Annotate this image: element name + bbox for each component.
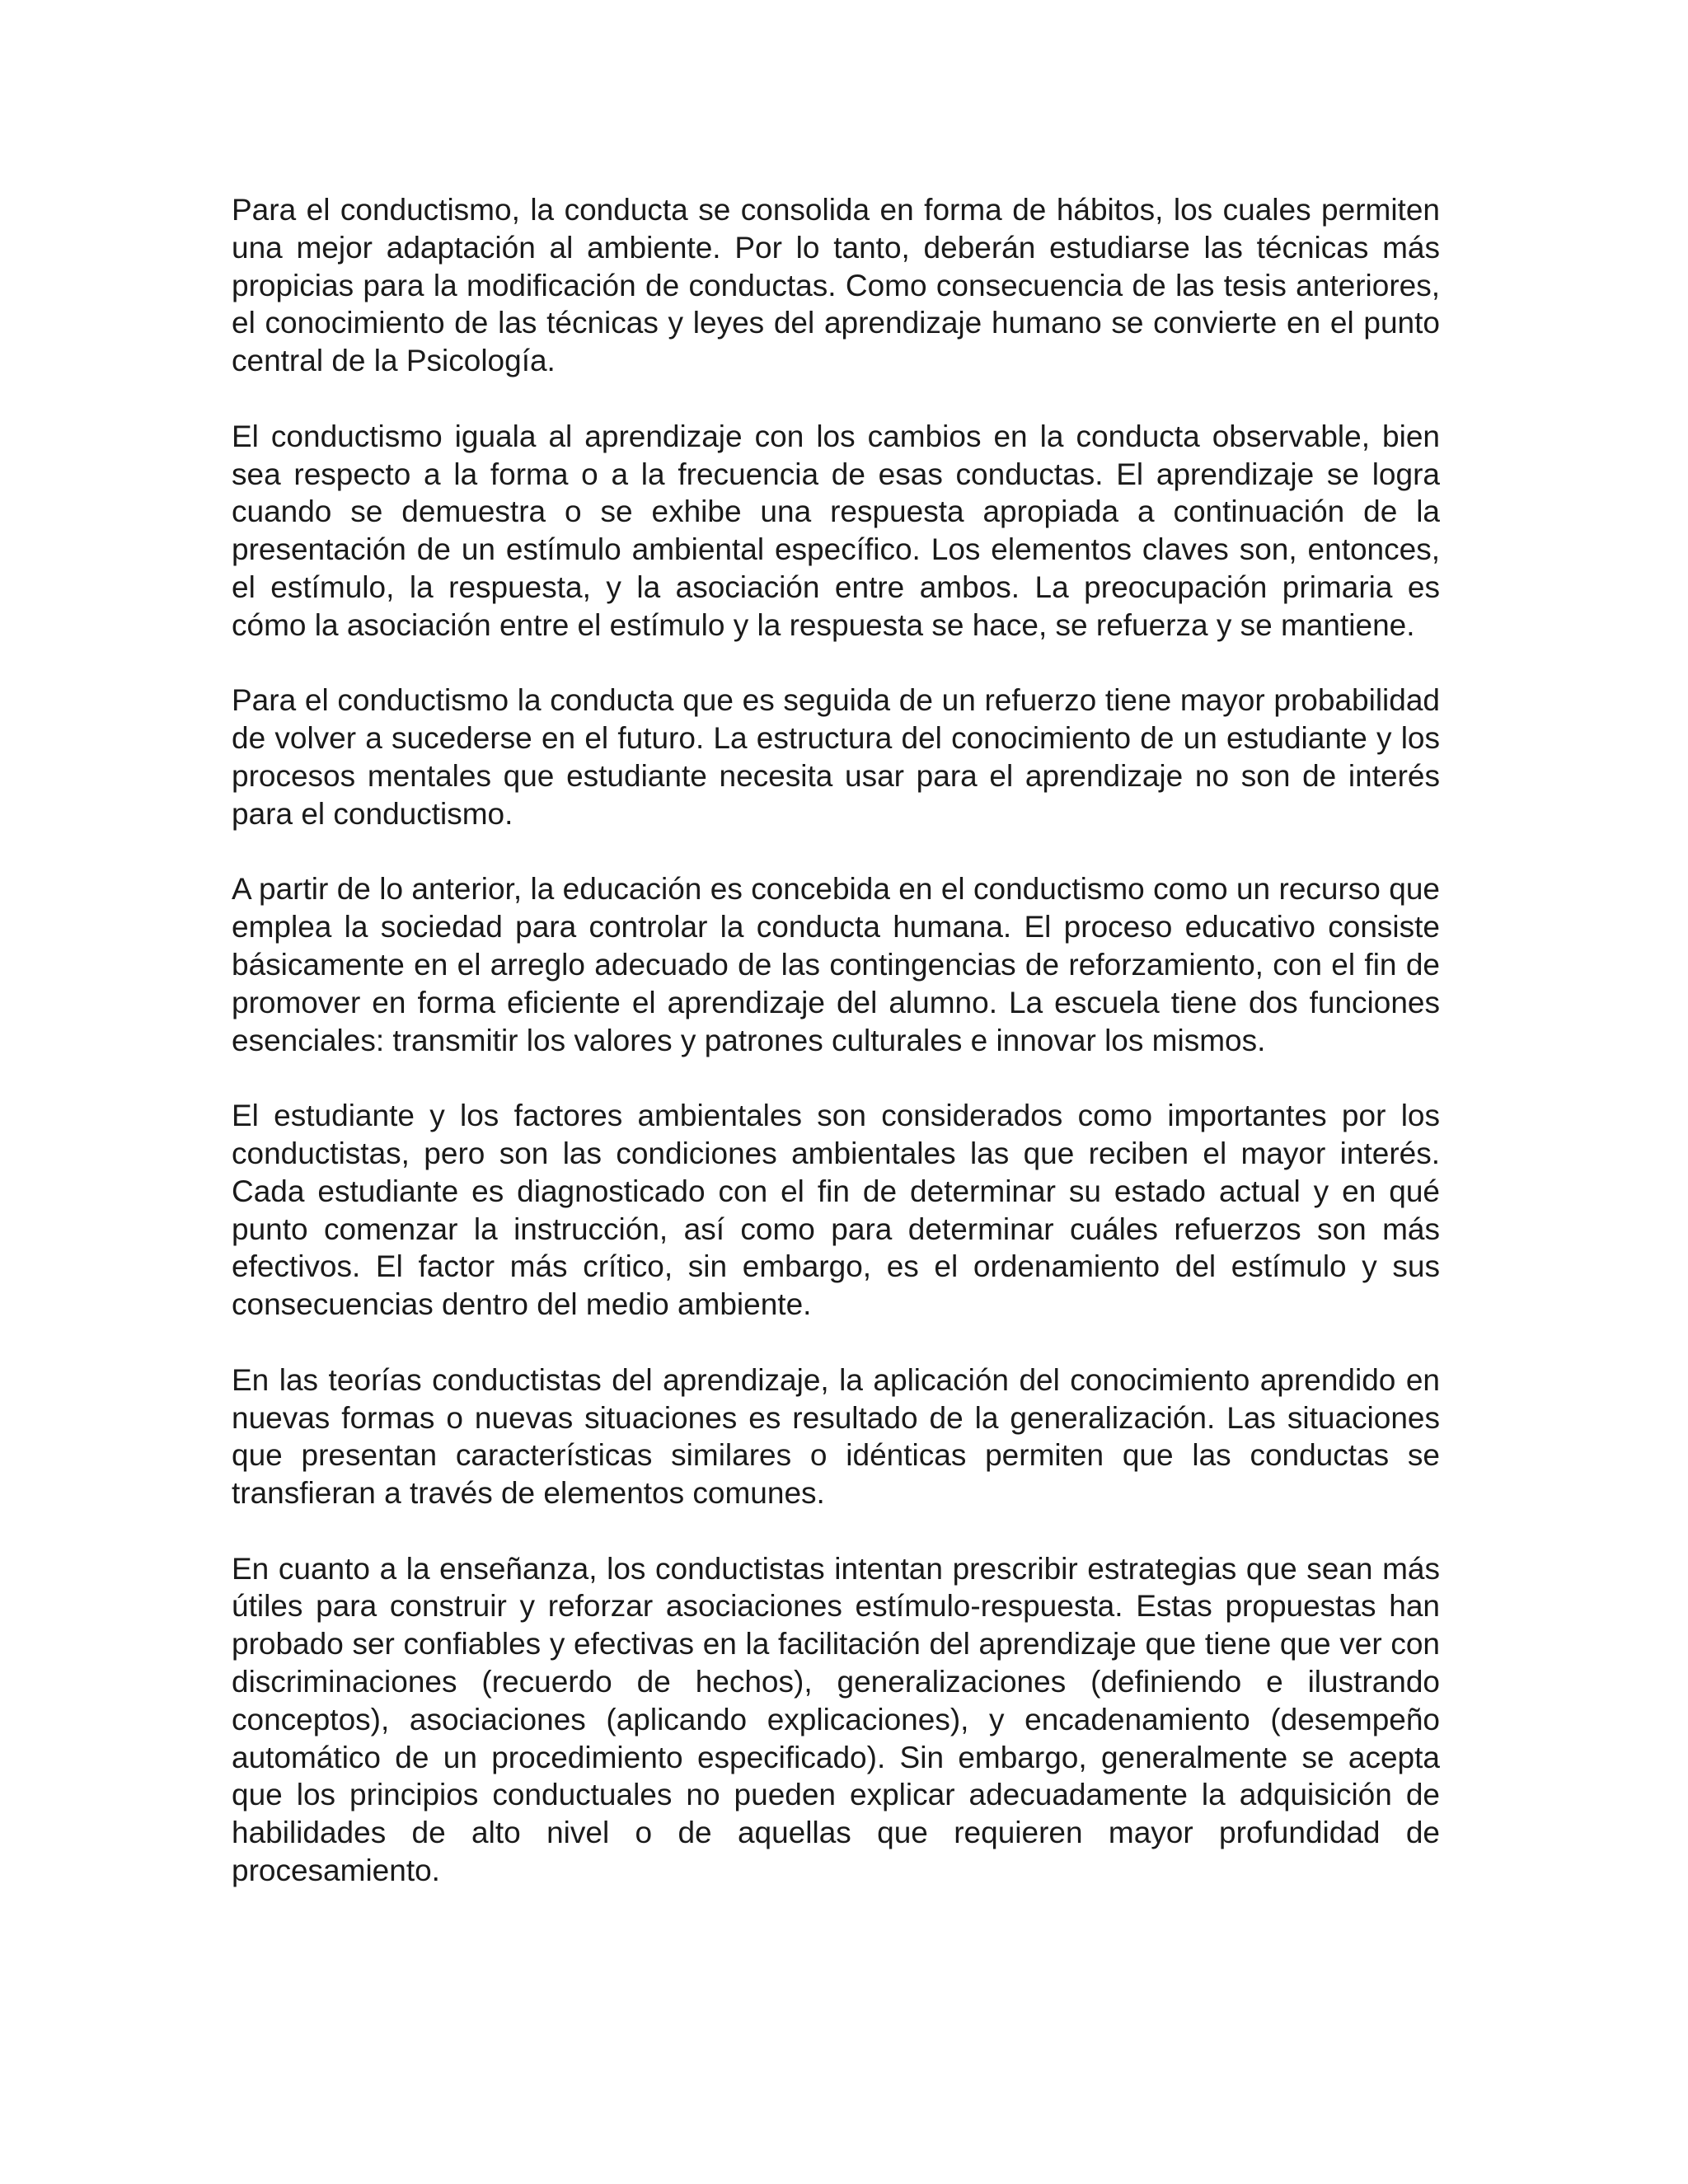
paragraph-6: En las teorías conductistas del aprendizaje, la aplicación del conocimiento aprendido en nuevas formas o nuevas situaciones es resultado de la generalización. Las situaciones que presentan características similares o idénticas permiten que las conductas se transfieran a través de elementos comunes.	[232, 1362, 1440, 1511]
document-body	[232, 191, 1440, 1890]
paragraph-7: En cuanto a la enseñanza, los conductistas intentan prescribir estrategias que sean más útiles para construir y reforzar asociaciones estímulo-respuesta. Estas propuestas han probado ser confiables y efectivas en la facilitación del aprendizaje que tiene que ver con discriminaciones (recuerdo de hechos), generalizaciones (definiendo e ilustrando conceptos), asociaciones (aplicando explicaciones), y encadenamiento (desempeño automático de un procedimiento especificado). Sin embargo, generalmente se acepta que los principios conductuales no pueden explicar adecuadamente la adquisición de habilidades de alto nivel o de aquellas que requieren mayor profundidad de procesamiento.	[232, 1551, 1440, 1888]
paragraph-4: A partir de lo anterior, la educación es concebida en el conductismo como un recurso que emplea la sociedad para controlar la conducta humana. El proceso educativo consiste básicamente en el arreglo adecuado de las contingencias de reforzamiento, con el fin de promover en forma eficiente el aprendizaje del alumno. La escuela tiene dos funciones esenciales: transmitir los valores y patrones culturales e innovar los mismos.	[232, 872, 1440, 1057]
paragraph-1: Para el conductismo, la conducta se consolida en forma de hábitos, los cuales permiten una mejor adaptación al ambiente. Por lo tanto, deberán estudiarse las técnicas más propicias para la modificación de conductas. Como consecuencia de las tesis anteriores, el conocimiento de las técnicas y leyes del aprendizaje humano se convierte en el punto central de la Psicología.	[232, 193, 1440, 378]
paragraph-5: El estudiante y los factores ambientales son considerados como importantes por los conductistas, pero son las condiciones ambientales las que reciben el mayor interés. Cada estudiante es diagnosticado con el fin de determinar su estado actual y en qué punto comenzar la instrucción, así como para determinar cuáles refuerzos son más efectivos. El factor más crítico, sin embargo, es el ordenamiento del estímulo y sus consecuencias dentro del medio ambiente.	[232, 1099, 1440, 1322]
paragraph-2: El conductismo iguala al aprendizaje con los cambios en la conducta observable, bien sea respecto a la forma o a la frecuencia de esas conductas. El aprendizaje se logra cuando se demuestra o se exhibe una respuesta apropiada a continuación de la presentación de un estímulo ambiental específico. Los elementos claves son, entonces, el estímulo, la respuesta, y la asociación entre ambos. La preocupación primaria es cómo la asociación entre el estímulo y la respuesta se hace, se refuerza y se mantiene.	[232, 419, 1440, 642]
paragraph-3: Para el conductismo la conducta que es seguida de un refuerzo tiene mayor probabilidad de volver a sucederse en el futuro. La estructura del conocimiento de un estudiante y los procesos mentales que estudiante necesita usar para el aprendizaje no son de interés para el conductismo.	[232, 683, 1440, 831]
